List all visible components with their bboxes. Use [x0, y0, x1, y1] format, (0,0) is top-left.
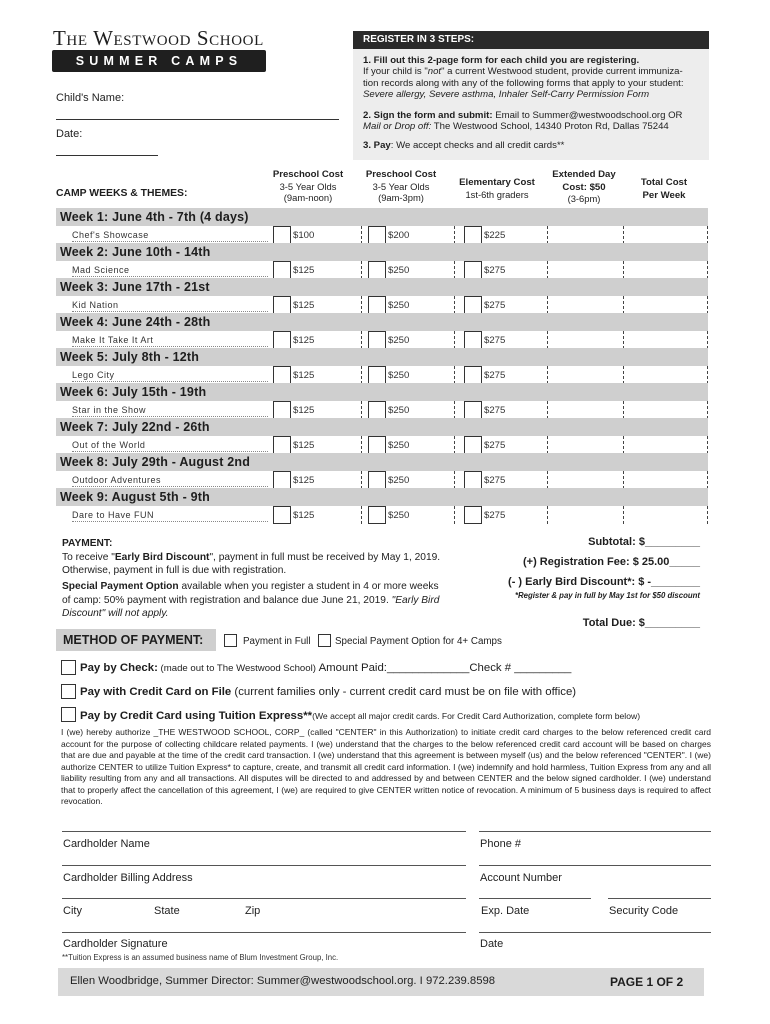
- extended-day-field[interactable]: [623, 226, 624, 244]
- elementary-checkbox[interactable]: [464, 366, 482, 384]
- total-cost-field[interactable]: [707, 401, 708, 419]
- week-heading: Week 5: July 8th - 12th: [56, 348, 708, 366]
- child-name-label: Child's Name:: [56, 92, 125, 104]
- account-number-field[interactable]: [479, 854, 711, 866]
- preschool-half-checkbox[interactable]: [273, 261, 291, 279]
- elementary-checkbox[interactable]: [464, 401, 482, 419]
- column-divider: [361, 436, 362, 454]
- extended-day-field[interactable]: [623, 296, 624, 314]
- elementary-checkbox[interactable]: [464, 436, 482, 454]
- cardholder-signature-label: Cardholder Signature: [63, 938, 168, 950]
- preschool-full-checkbox[interactable]: [368, 471, 386, 489]
- preschool-half-price: $125: [293, 300, 315, 311]
- credit-card-on-file-label: Pay with Credit Card on File (current families only - current credit card must be on file with office): [80, 686, 577, 698]
- camp-weeks-label: CAMP WEEKS & THEMES:: [56, 188, 188, 199]
- preschool-half-price: $125: [293, 440, 315, 451]
- column-divider: [361, 471, 362, 489]
- elementary-checkbox[interactable]: [464, 296, 482, 314]
- column-divider: [547, 471, 548, 489]
- column-divider: [454, 366, 455, 384]
- tuition-express-label: Pay by Credit Card using Tuition Express**(We accept all major credit cards. For Credit Card Authorization, complete form below): [80, 710, 641, 722]
- preschool-half-checkbox[interactable]: [273, 401, 291, 419]
- week-heading: Week 3: June 17th - 21st: [56, 278, 708, 296]
- column-divider: [454, 226, 455, 244]
- preschool-half-checkbox[interactable]: [273, 366, 291, 384]
- register-step-3: 3. Pay: We accept checks and all credit cards**: [363, 140, 565, 151]
- cardholder-name-field[interactable]: [62, 820, 466, 832]
- preschool-full-checkbox[interactable]: [368, 261, 386, 279]
- total-cost-field[interactable]: [707, 226, 708, 244]
- preschool-full-price: $250: [388, 300, 410, 311]
- week-theme: Make It Take It Art: [72, 335, 154, 345]
- column-divider: [361, 226, 362, 244]
- column-divider: [361, 506, 362, 524]
- date-field[interactable]: [56, 144, 158, 156]
- col-extended-day: Extended Day Cost: $50 (3-6pm): [552, 169, 616, 205]
- preschool-full-price: $250: [388, 370, 410, 381]
- date-label: Date:: [56, 128, 83, 140]
- register-heading: REGISTER IN 3 STEPS:: [353, 31, 709, 49]
- check-amount-field[interactable]: Amount Paid:_____________Check # _________: [318, 662, 572, 674]
- pay-by-check-checkbox[interactable]: [61, 660, 76, 675]
- preschool-full-checkbox[interactable]: [368, 296, 386, 314]
- column-divider: [454, 331, 455, 349]
- preschool-half-checkbox[interactable]: [273, 471, 291, 489]
- preschool-full-price: $250: [388, 510, 410, 521]
- elementary-price: $225: [484, 230, 506, 241]
- extended-day-field[interactable]: [623, 506, 624, 524]
- week-theme: Dare to Have FUN: [72, 510, 155, 520]
- phone-label: Phone #: [480, 838, 521, 850]
- account-number-label: Account Number: [480, 872, 562, 884]
- billing-address-field[interactable]: [62, 854, 466, 866]
- preschool-half-price: $125: [293, 265, 315, 276]
- week-theme: Outdoor Adventures: [72, 475, 162, 485]
- special-option-checkbox[interactable]: [318, 634, 331, 647]
- step1-title: 1. Fill out this 2-page form for each child you are registering.: [363, 55, 640, 66]
- preschool-full-checkbox[interactable]: [368, 436, 386, 454]
- pay-by-check-label: Pay by Check: (made out to The Westwood School) Amount Paid:_____________Check # _________: [80, 662, 572, 674]
- total-cost-field[interactable]: [707, 506, 708, 524]
- preschool-half-price: $125: [293, 405, 315, 416]
- theme-underline: [72, 521, 268, 522]
- total-cost-field[interactable]: [707, 331, 708, 349]
- week-heading: Week 1: June 4th - 7th (4 days): [56, 208, 708, 226]
- total-cost-field[interactable]: [707, 366, 708, 384]
- billing-address-label: Cardholder Billing Address: [63, 872, 193, 884]
- theme-underline: [72, 486, 268, 487]
- signature-date-label: Date: [480, 938, 504, 950]
- col-preschool-half: Preschool Cost 3-5 Year Olds (9am-noon): [272, 169, 344, 204]
- elementary-price: $275: [484, 300, 506, 311]
- register-step-2: 2. Sign the form and submit: Email to Summer@westwoodschool.org OR Mail or Drop off: The Westwood School, 14340 Proton Rd, Dallas 75244: [363, 110, 683, 133]
- total-due[interactable]: Total Due: $_________: [582, 617, 700, 629]
- column-divider: [361, 366, 362, 384]
- register-step-1: 1. Fill out this 2-page form for each child you are registering. If your child is "not" a current Westwood student, provide current immuniza- tion records along with any of the following forms that apply to your student: Severe allergy, Severe asthma, Inhaler Self-Carry Permission Form: [363, 55, 684, 100]
- registration-fee[interactable]: (+) Registration Fee: $ 25.00_____: [523, 556, 700, 568]
- preschool-half-price: $125: [293, 335, 315, 346]
- col-total: Total Cost Per Week: [640, 177, 688, 201]
- tuition-express-checkbox[interactable]: [61, 707, 76, 722]
- preschool-full-price: $250: [388, 265, 410, 276]
- preschool-full-price: $250: [388, 405, 410, 416]
- elementary-checkbox[interactable]: [464, 261, 482, 279]
- week-heading: Week 7: July 22nd - 26th: [56, 418, 708, 436]
- elementary-checkbox[interactable]: [464, 226, 482, 244]
- city-state-zip-field[interactable]: [62, 887, 466, 899]
- week-theme: Kid Nation: [72, 300, 119, 310]
- theme-underline: [72, 381, 268, 382]
- page-number: PAGE 1 OF 2: [610, 975, 684, 989]
- theme-underline: [72, 276, 268, 277]
- preschool-full-price: $250: [388, 475, 410, 486]
- cardholder-name-label: Cardholder Name: [63, 838, 150, 850]
- payment-in-full-label: Payment in Full: [243, 636, 311, 647]
- column-divider: [547, 296, 548, 314]
- preschool-full-price: $200: [388, 230, 410, 241]
- column-divider: [547, 226, 548, 244]
- preschool-half-checkbox[interactable]: [273, 331, 291, 349]
- cardholder-signature-field[interactable]: [62, 921, 466, 933]
- school-name: The Westwood School: [53, 26, 264, 50]
- preschool-half-price: $125: [293, 510, 315, 521]
- week-heading: Week 2: June 10th - 14th: [56, 243, 708, 261]
- elementary-price: $275: [484, 440, 506, 451]
- preschool-full-checkbox[interactable]: [368, 506, 386, 524]
- week-heading: Week 6: July 15th - 19th: [56, 383, 708, 401]
- security-code-field[interactable]: [608, 887, 711, 899]
- column-divider: [547, 366, 548, 384]
- preschool-half-price: $125: [293, 475, 315, 486]
- column-divider: [454, 471, 455, 489]
- elementary-price: $275: [484, 370, 506, 381]
- theme-underline: [72, 241, 268, 242]
- theme-underline: [72, 311, 268, 312]
- preschool-full-checkbox[interactable]: [368, 366, 386, 384]
- column-divider: [454, 261, 455, 279]
- week-theme: Chef's Showcase: [72, 230, 149, 240]
- preschool-full-price: $250: [388, 335, 410, 346]
- preschool-half-checkbox[interactable]: [273, 436, 291, 454]
- column-divider: [547, 506, 548, 524]
- early-bird-discount[interactable]: (- ) Early Bird Discount*: $ -________: [508, 576, 700, 588]
- column-divider: [547, 261, 548, 279]
- theme-underline: [72, 416, 268, 417]
- extended-day-field[interactable]: [623, 401, 624, 419]
- zip-label: Zip: [245, 905, 261, 917]
- elementary-price: $275: [484, 405, 506, 416]
- extended-day-field[interactable]: [623, 471, 624, 489]
- column-divider: [547, 331, 548, 349]
- week-theme: Lego City: [72, 370, 115, 380]
- col-preschool-full: Preschool Cost 3-5 Year Olds (9am-3pm): [365, 169, 437, 204]
- week-heading: Week 4: June 24th - 28th: [56, 313, 708, 331]
- payment-heading: PAYMENT:: [62, 538, 113, 549]
- method-of-payment-heading: METHOD OF PAYMENT:: [56, 629, 216, 651]
- column-divider: [547, 401, 548, 419]
- column-divider: [454, 436, 455, 454]
- exp-date-field[interactable]: [479, 887, 591, 899]
- preschool-full-checkbox[interactable]: [368, 331, 386, 349]
- week-heading: Week 8: July 29th - August 2nd: [56, 453, 708, 471]
- week-theme: Mad Science: [72, 265, 130, 275]
- credit-card-on-file-checkbox[interactable]: [61, 684, 76, 699]
- elementary-price: $275: [484, 335, 506, 346]
- column-divider: [454, 401, 455, 419]
- preschool-full-price: $250: [388, 440, 410, 451]
- authorization-text: I (we) hereby authorize _THE WESTWOOD SCHOOL, CORP_ (called "CENTER" in this Authorization) to initiate credit card charges to the below referenced credit card account for the purpose of collecting childcare related payments. I (we) understand that the charges to the below referenced credit card account will be based on charges that are due and payable at the time of the credit card transaction. I (we) understand that this agreement is between myself (us) and the below referenced "CENTER". I (we) authorize CENTER to utilize Tuition Express* to capture, create, and transmit all credit card information. I (we) indemnify and hold harmless, Tuition Express from any and all liability resulting from any and all transactions. All disputes will be directed to and addressed by and between CENTER and the below signed cardholder. I (we) understand that to properly affect the cancellation of this agreement, I (we) are required to give CENTER written notice of revocation. A minimum of 5 business days is required to affect revocation.: [61, 727, 711, 806]
- theme-underline: [72, 346, 268, 347]
- early-bird-note: *Register & pay in full by May 1st for $50 discount: [514, 591, 700, 600]
- camps-title: SUMMER CAMPS 2019: [52, 50, 266, 72]
- elementary-checkbox[interactable]: [464, 331, 482, 349]
- elementary-price: $275: [484, 510, 506, 521]
- col-elementary: Elementary Cost 1st-6th graders: [459, 177, 535, 200]
- footer-contact: Ellen Woodbridge, Summer Director: Summer@westwoodschool.org. I 972.239.8598: [70, 975, 496, 987]
- preschool-half-checkbox[interactable]: [273, 226, 291, 244]
- total-cost-field[interactable]: [707, 436, 708, 454]
- preschool-full-checkbox[interactable]: [368, 226, 386, 244]
- week-theme: Star in the Show: [72, 405, 147, 415]
- child-name-field[interactable]: [56, 108, 339, 120]
- total-cost-field[interactable]: [707, 261, 708, 279]
- theme-underline: [72, 451, 268, 452]
- elementary-price: $275: [484, 475, 506, 486]
- special-option-label: Special Payment Option for 4+ Camps: [335, 636, 502, 647]
- state-label: State: [154, 905, 180, 917]
- phone-field[interactable]: [479, 820, 711, 832]
- special-payment-info: Special Payment Option available when you register a student in 4 or more weeks of camp: 50% payment with registration and balance due June 21, 2019. "Early Bird Discount" will not apply.: [62, 581, 440, 619]
- preschool-half-price: $125: [293, 370, 315, 381]
- week-heading: Week 9: August 5th - 9th: [56, 488, 708, 506]
- elementary-price: $275: [484, 265, 506, 276]
- elementary-checkbox[interactable]: [464, 471, 482, 489]
- total-cost-field[interactable]: [707, 471, 708, 489]
- extended-day-field[interactable]: [623, 436, 624, 454]
- tuition-express-footnote: **Tuition Express is an assumed business name of Blum Investment Group, Inc.: [62, 953, 339, 962]
- payment-info: PAYMENT: To receive "Early Bird Discount", payment in full must be received by May 1, 2019. Otherwise, payment in full is due with registration.: [62, 538, 441, 576]
- preschool-full-checkbox[interactable]: [368, 401, 386, 419]
- column-divider: [361, 401, 362, 419]
- column-divider: [547, 436, 548, 454]
- total-cost-field[interactable]: [707, 296, 708, 314]
- city-label: City: [63, 905, 82, 917]
- preschool-half-checkbox[interactable]: [273, 506, 291, 524]
- elementary-checkbox[interactable]: [464, 506, 482, 524]
- column-divider: [361, 261, 362, 279]
- preschool-half-price: $100: [293, 230, 315, 241]
- security-code-label: Security Code: [609, 905, 679, 917]
- subtotal[interactable]: Subtotal: $_________: [588, 536, 700, 548]
- preschool-half-checkbox[interactable]: [273, 296, 291, 314]
- exp-date-label: Exp. Date: [481, 905, 530, 917]
- week-theme: Out of the World: [72, 440, 146, 450]
- payment-in-full-checkbox[interactable]: [224, 634, 237, 647]
- extended-day-field[interactable]: [623, 331, 624, 349]
- column-divider: [361, 296, 362, 314]
- column-divider: [454, 506, 455, 524]
- column-divider: [361, 331, 362, 349]
- column-divider: [454, 296, 455, 314]
- extended-day-field[interactable]: [623, 261, 624, 279]
- extended-day-field[interactable]: [623, 366, 624, 384]
- signature-date-field[interactable]: [479, 921, 711, 933]
